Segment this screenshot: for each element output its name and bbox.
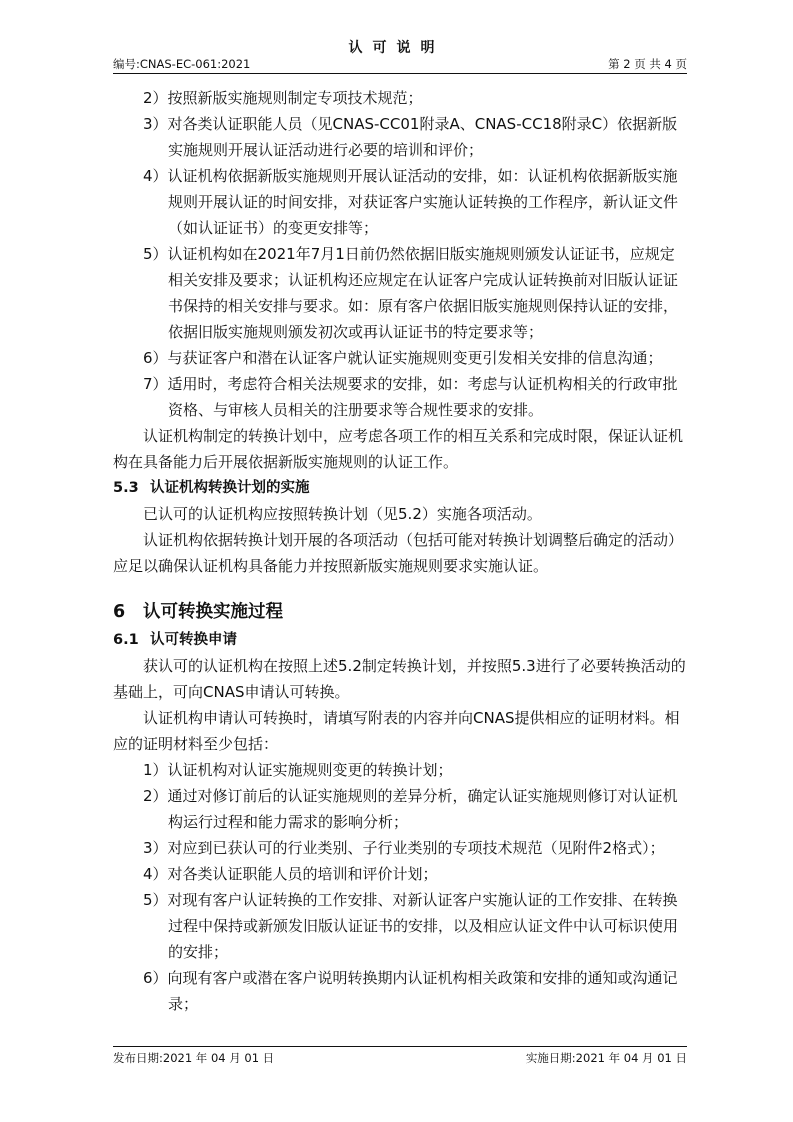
paragraph: 认证机构申请认可转换时，请填写附表的内容并向CNAS提供相应的证明材料。相应的证明材料至少包括： [113,709,680,753]
list-item: 5）对现有客户认证转换的工作安排、对新认证客户实施认证的工作安排、在转换过程中保持或新颁发旧版认证证书的安排，以及相应认证文件中认可标识使用的安排； [143,891,679,961]
list-item: 6）与获证客户和潜在认证客户就认证实施规则变更引发相关安排的信息沟通； [143,349,663,367]
list-item: 1）认证机构对认证实施规则变更的转换计划； [143,761,453,779]
paragraph: 已认可的认证机构应按照转换计划（见5.2）实施各项活动。 [143,505,542,523]
header-rule [113,73,687,74]
section-title: 认可转换实施过程 [143,602,283,622]
section-title: 认证机构转换计划的实施 [150,480,310,496]
section-heading-6 [113,599,689,625]
document-number: 编号:CNAS-EC-061:2021 [113,57,251,71]
footer-rule [113,1046,687,1047]
page-indicator: 第 2 页 共 4 页 [608,57,687,71]
paragraph: 认证机构制定的转换计划中，应考虑各项工作的相互关系和完成时限，保证认证机构在具备能力后开展依据新版实施规则的认证工作。 [113,427,684,471]
list-item: 3）对应到已获认可的行业类别、子行业类别的专项技术规范（见附件2格式）； [143,839,665,857]
list-item: 3）对各类认证职能人员（见CNAS-CC01附录A、CNAS-CC18附录C）依据新版实施规则开展认证活动进行必要的培训和评价； [143,115,678,159]
list-item: 2）通过对修订前后的认证实施规则的差异分析，确定认证实施规则修订对认证机构运行过程和能力需求的影响分析； [143,787,678,831]
issue-date: 发布日期:2021 年 04 月 01 日 [113,1051,275,1065]
paragraph: 认证机构依据转换计划开展的各项活动（包括可能对转换计划调整后确定的活动）应足以确保认证机构具备能力并按照新版实施规则要求实施认证。 [113,531,684,575]
section-number: 5.3 [113,480,139,496]
list-item: 4）对各类认证职能人员的培训和评价计划； [143,865,438,883]
section-title: 认可转换申请 [150,632,237,648]
list-item: 7）适用时，考虑符合相关法规要求的安排，如：考虑与认证机构相关的行政审批资格、与审核人员相关的注册要求等合规性要求的安排。 [143,375,678,419]
paragraph: 获认可的认证机构在按照上述5.2制定转换计划，并按照5.3进行了必要转换活动的基础上，可向CNAS申请认可转换。 [113,657,686,701]
section-number: 6 [113,602,126,622]
list-item: 4）认证机构依据新版实施规则开展认证活动的安排，如：认证机构依据新版实施规则开展认证的时间安排，对获证客户实施认证转换的工作程序，新认证文件（如认证证书）的变更安排等； [143,167,679,237]
list-item: 5）认证机构如在2021年7月1日前仍然依据旧版实施规则颁发认证证书，应规定相关安排及要求；认证机构还应规定在认证客户完成认证转换前对旧版认证证书保持的相关安排与要求。如：原有客户依据旧版实施规则保持认证的安排，依据旧版实施规则颁发初次或再认证证书的特定要求等； [143,245,679,341]
document-title: 认可说明 [348,40,445,56]
section-heading-6-1 [113,627,689,653]
list-item: 2）按照新版实施规则制定专项技术规范； [143,89,423,107]
page-body [113,85,689,1017]
effective-date: 实施日期:2021 年 04 月 01 日 [525,1051,687,1065]
list-item: 6）向现有客户或潜在客户说明转换期内认证机构相关政策和安排的通知或沟通记录； [143,969,678,1013]
section-heading-5-3 [113,475,689,501]
section-number: 6.1 [113,632,139,648]
